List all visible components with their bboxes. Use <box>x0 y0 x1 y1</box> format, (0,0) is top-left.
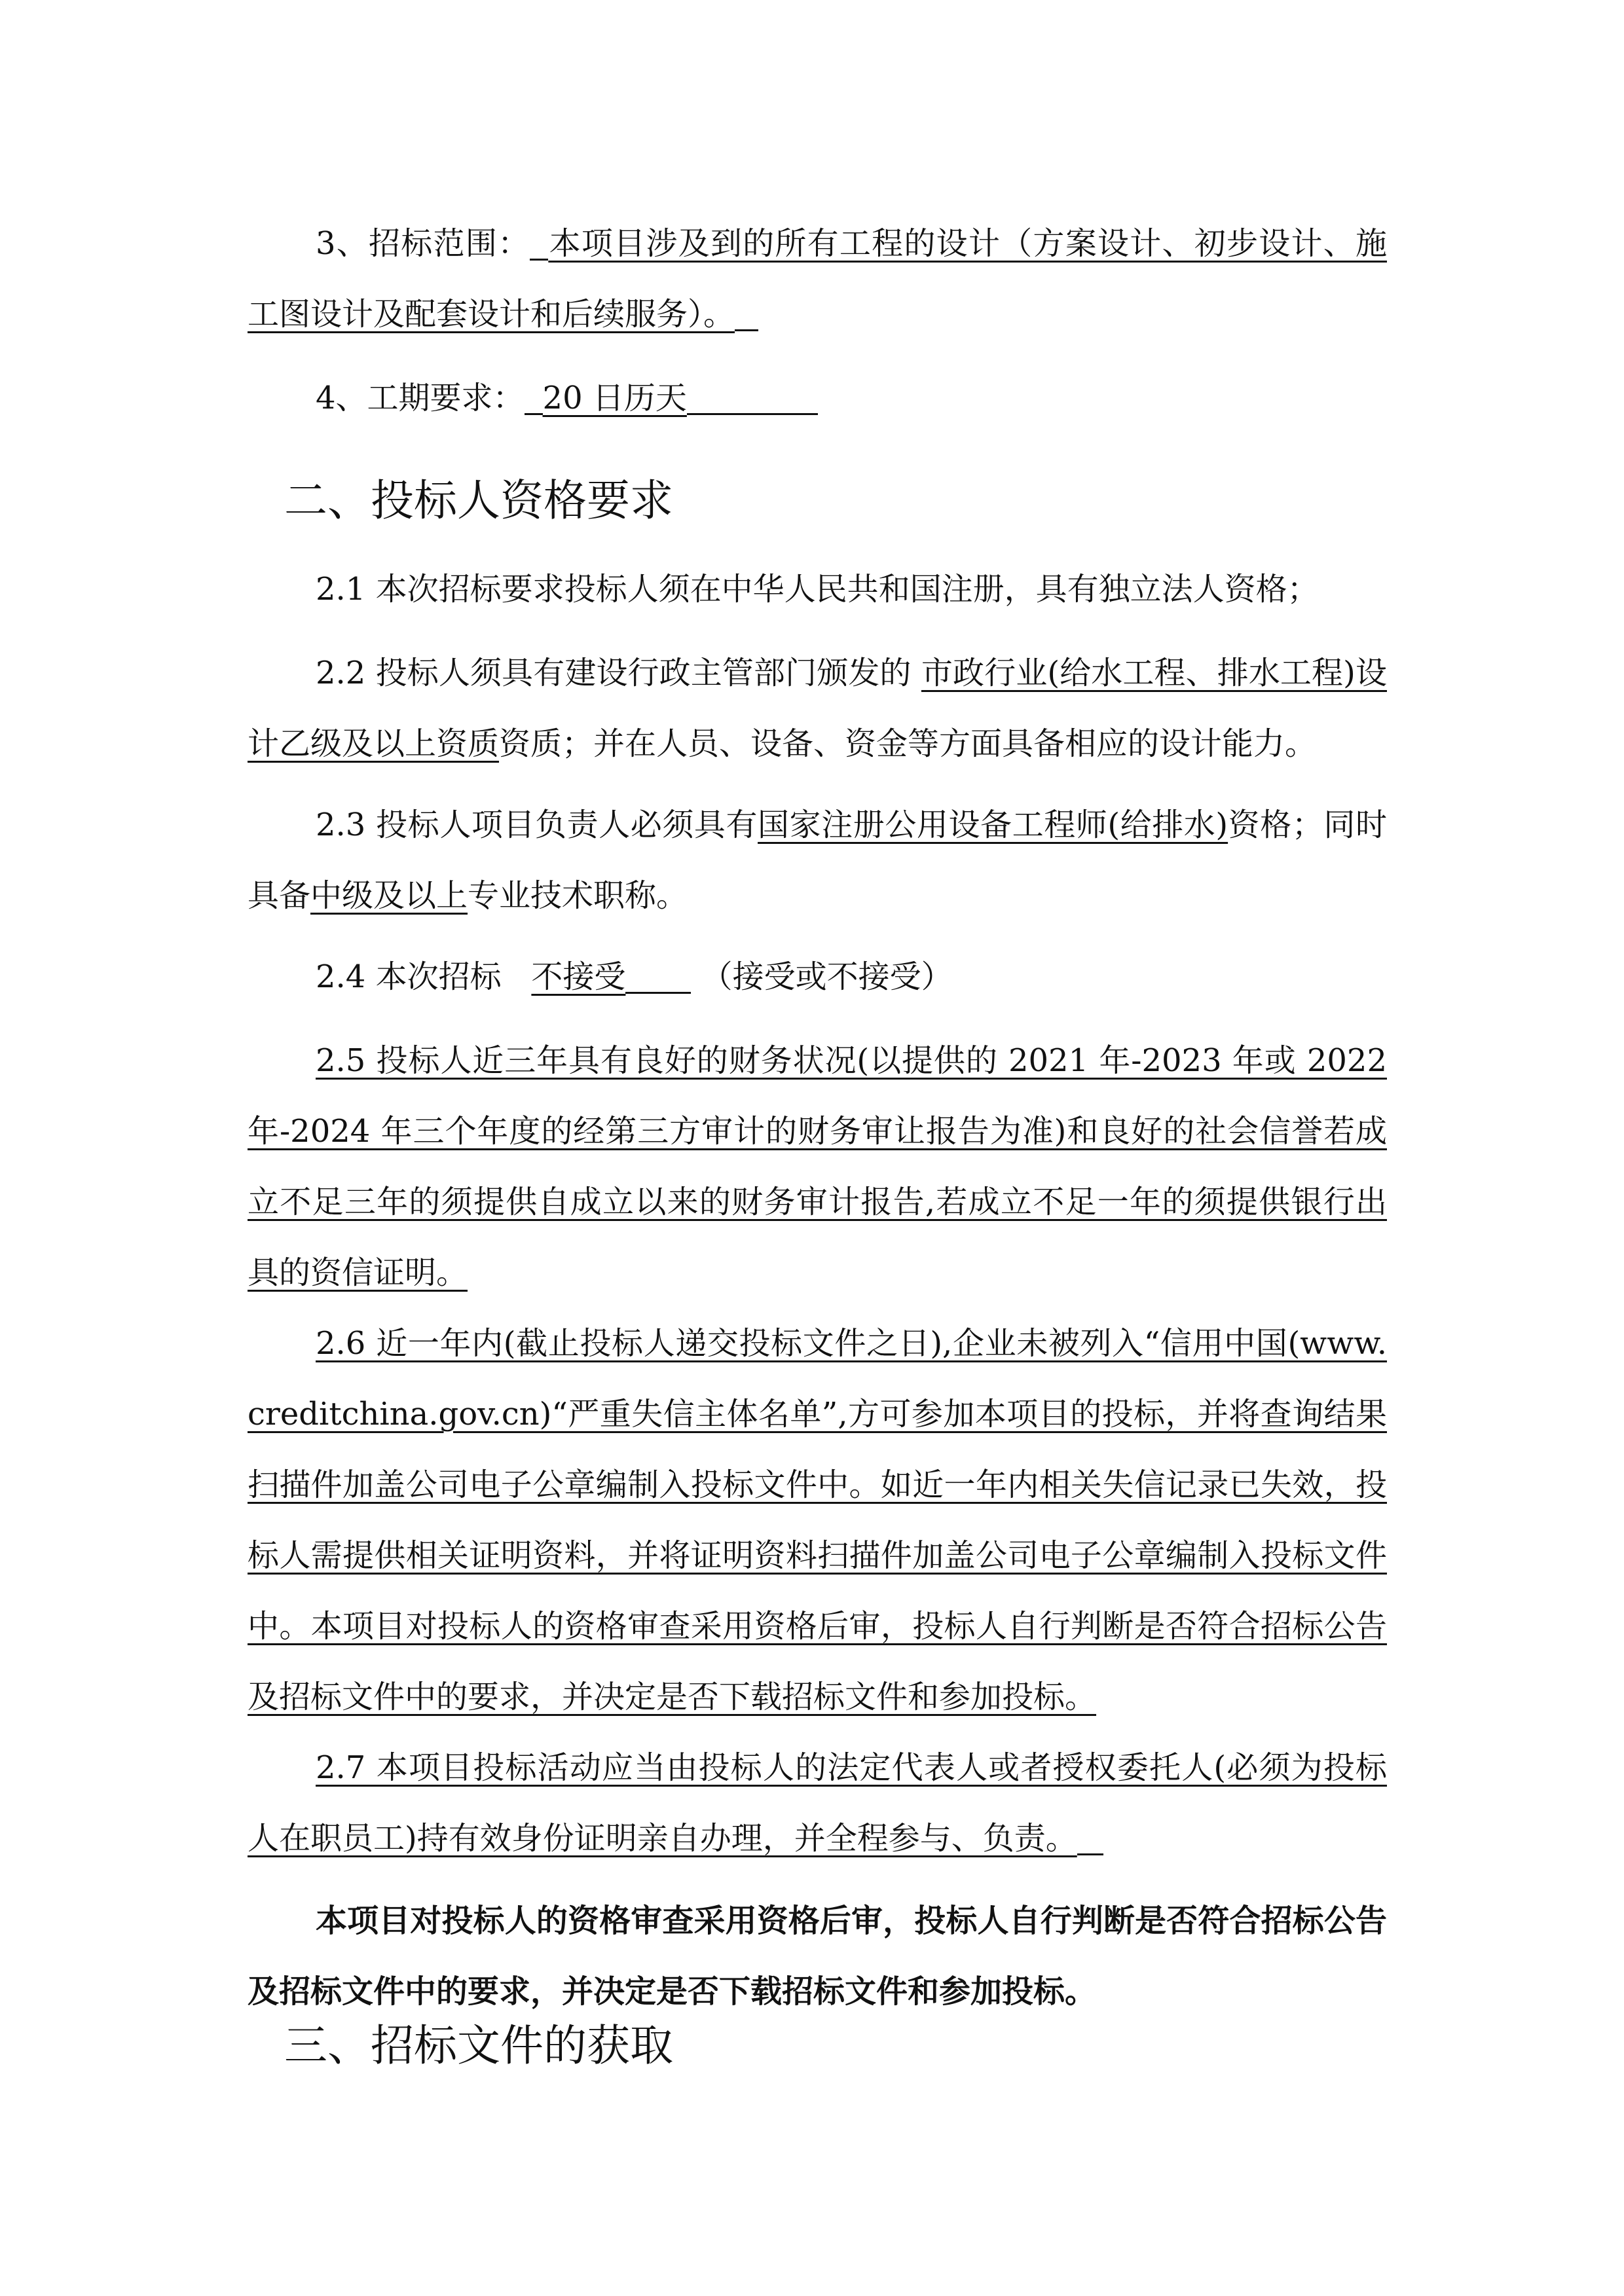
schedule-paragraph <box>248 363 1387 433</box>
underline-pad <box>625 991 691 994</box>
qualification-2-5 <box>248 1025 1387 1308</box>
q24-suffix: （接受或不接受） <box>701 958 953 995</box>
underline-pad <box>525 412 543 415</box>
underline-pad <box>530 258 548 261</box>
q23-middle: 资格；同时具备 <box>248 807 1387 914</box>
section-2-heading: 二、投标人资格要求 <box>284 475 673 526</box>
underline-pad <box>735 329 758 331</box>
schedule-label: 4、工期要求： <box>316 380 525 416</box>
qualification-2-6 <box>248 1308 1387 1732</box>
q24-prefix: 2.4 本次招标 <box>316 958 502 995</box>
q22-suffix: 资质；并在人员、设备、资金等方面具备相应的设计能力。 <box>499 725 1317 762</box>
q22-qualification-level: 市政行业(给水工程、排水工程)设计乙级及以上资质 <box>248 655 1387 762</box>
qualification-2-1: 2.1 本次招标要求投标人须在中华人民共和国注册，具有独立法人资格； <box>316 571 1319 608</box>
tender-scope-value: 本项目涉及到的所有工程的设计（方案设计、初步设计、施工图设计及配套设计和后续服务）。 <box>248 225 1387 333</box>
underline-pad <box>1077 1853 1103 1855</box>
q27-text: 2.7 本项目投标活动应当由投标人的法定代表人或者授权委托人(必须为投标人在职员工)持有效身份证明亲自办理，并全程参与、负责。 <box>248 1749 1387 1857</box>
q24-value: 不接受 <box>531 958 626 995</box>
q23-title-level: 中级及以上 <box>310 877 468 914</box>
q23-suffix: 专业技术职称。 <box>468 877 688 914</box>
underline-pad <box>687 412 818 415</box>
schedule-value: 20 日历天 <box>542 380 687 416</box>
bold-note-paragraph: 本项目对投标人的资格审查采用资格后审，投标人自行判断是否符合招标公告及招标文件中的要求，并决定是否下载招标文件和参加投标。 <box>248 1903 1387 2010</box>
qualification-2-2 <box>248 638 1387 779</box>
q23-engineer-certificate: 国家注册公用设备工程师(给排水) <box>758 807 1228 843</box>
q25-text: 2.5 投标人近三年具有良好的财务状况(以提供的 2021 年-2023 年或 2022 年-2024 年三个年度的经第三方审计的财务审让报告为准)和良好的社会信誉若成立不足三年的须提供自成立以来的财务审计报告,若成立不足一年的须提供银行出具的资信证明。 <box>248 1042 1387 1291</box>
qualification-2-4 <box>248 941 1387 1012</box>
section-3-heading: 三、招标文件的获取 <box>284 2020 673 2071</box>
q23-prefix: 2.3 投标人项目负责人必须具有 <box>316 807 758 843</box>
qualification-2-3 <box>248 790 1387 931</box>
tender-scope-paragraph <box>248 208 1387 350</box>
q22-prefix: 2.2 投标人须具有建设行政主管部门颁发的 <box>316 655 912 691</box>
tender-scope-label: 3、招标范围： <box>316 225 530 262</box>
qualification-2-7 <box>248 1732 1387 1874</box>
q26-text: 2.6 近一年内(截止投标人递交投标文件之日),企业未被列入“信用中国(www.creditchina.gov.cn)“严重失信主体名单”,方可参加本项目的投标，并将查询结果扫描件加盖公司电子公章编制入投标文件中。如近一年内相关失信记录已失效，投标人需提供相关证明资料，并将证明资料扫描件加盖公司电子公章编制入投标文件中。本项目对投标人的资格审查采用资格后审，投标人自行判断是否符合招标公告及招标文件中的要求，并决定是否下载招标文件和参加投标。 <box>248 1325 1387 1715</box>
